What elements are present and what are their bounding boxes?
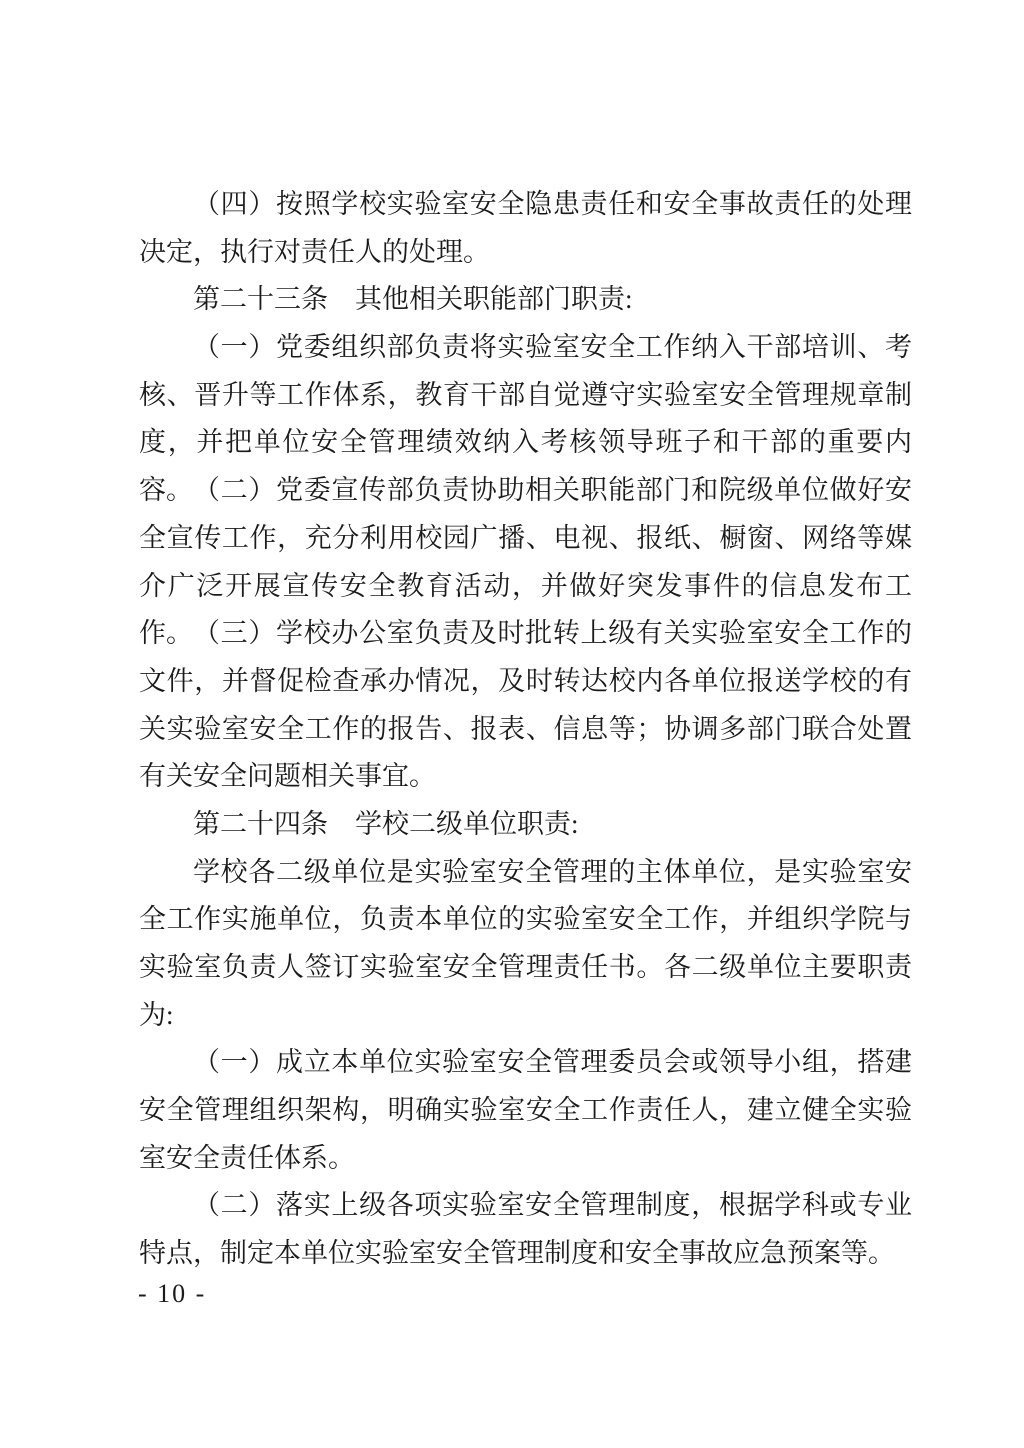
text-line: （一）成立本单位实验室安全管理委员会或领导小组，搭建: [193, 1047, 912, 1078]
text-line: 学校各二级单位是实验室安全管理的主体单位，是实验室安: [193, 856, 912, 887]
text-line: 决定，执行对责任人的处理。: [139, 236, 490, 267]
text-line: 关实验室安全工作的报告、报表、信息等；协调多部门联合处置: [139, 713, 912, 744]
text-line: （四）按照学校实验室安全隐患责任和安全事故责任的处理: [193, 189, 912, 219]
text-line: 为:: [139, 999, 174, 1030]
text-line: 安全管理组织架构，明确实验室安全工作责任人，建立健全实验: [139, 1095, 912, 1126]
text-line: 特点，制定本单位实验室安全管理制度和安全事故应急预案等。: [139, 1238, 895, 1269]
text-line: 全工作实施单位，负责本单位的实验室安全工作，并组织学院与: [139, 904, 912, 935]
text-line: 文件，并督促检查承办情况，及时转达校内各单位报送学校的有: [139, 665, 912, 696]
section-heading: 第二十三条 其他相关职能部门职责:: [193, 284, 633, 315]
text-line: （二）落实上级各项实验室安全管理制度，根据学科或专业: [193, 1190, 912, 1221]
text-line: 实验室负责人签订实验室安全管理责任书。各二级单位主要职责: [139, 952, 912, 982]
text-line: 有关安全问题相关事宜。: [139, 761, 436, 792]
text-line: 室安全责任体系。: [139, 1142, 355, 1173]
text-line: 介广泛开展宣传安全教育活动，并做好突发事件的信息发布工作。: [139, 570, 912, 649]
text-line: （三）学校办公室负责及时批转上级有关实验室安全工作的: [193, 618, 912, 649]
text-line: （二）党委宣传部负责协助相关职能部门和院级单位做好安: [193, 475, 912, 506]
text-line: 核、晋升等工作体系，教育干部自觉遵守实验室安全管理规章制: [139, 379, 912, 410]
text-line: （一）党委组织部负责将实验室安全工作纳入干部培训、考: [193, 332, 912, 363]
section-heading: 第二十四条 学校二级单位职责:: [193, 808, 579, 839]
page-number: - 10 -: [138, 1279, 207, 1308]
text-line: 度，并把单位安全管理绩效纳入考核领导班子和干部的重要内容。: [139, 427, 912, 506]
document-body-text: [139, 181, 912, 1278]
text-line: 全宣传工作，充分利用校园广播、电视、报纸、橱窗、网络等媒: [139, 522, 912, 553]
